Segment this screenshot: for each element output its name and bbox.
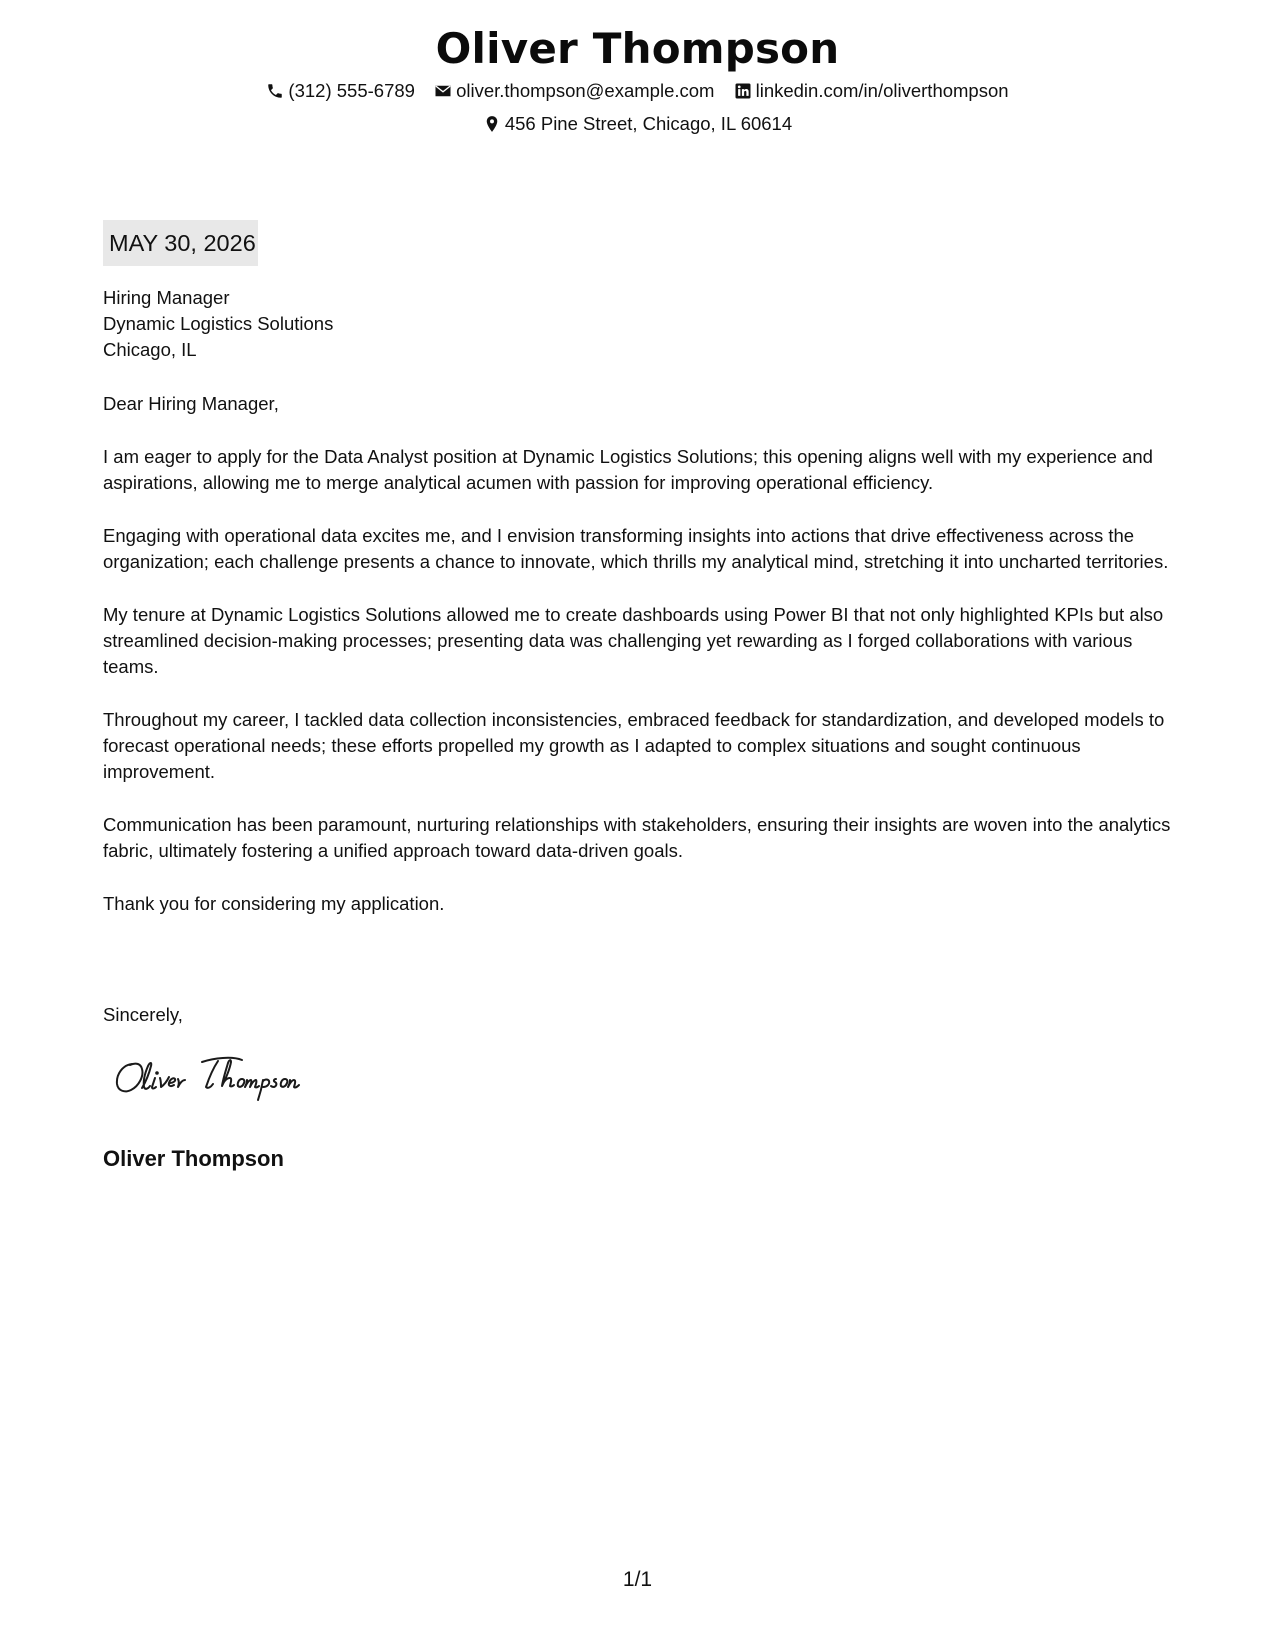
body-paragraph: I am eager to apply for the Data Analyst position at Dynamic Logistics Solutions; this opening aligns well with my experience and aspirations, allowing me to merge analytical acumen with passion for improving operational efficiency. — [103, 446, 1153, 493]
recipient-block — [103, 285, 333, 363]
recipient-location: Chicago, IL — [103, 339, 197, 360]
linkedin-icon — [734, 82, 752, 100]
page-number: 1/1 — [622, 1568, 653, 1591]
signer-name: Oliver Thompson — [103, 1146, 284, 1171]
phone-text: (312) 555-6789 — [288, 80, 415, 101]
closing: Sincerely, — [103, 1004, 183, 1025]
envelope-icon — [434, 82, 452, 100]
body-paragraph: Engaging with operational data excites me, and I envision transforming insights into actions that drive effectiveness across the organization; each challenge presents a chance to innovate, which thrills my analytical mind, stretching it into uncharted territories. — [103, 525, 1169, 572]
recipient-title: Hiring Manager — [103, 287, 230, 308]
body-paragraph: My tenure at Dynamic Logistics Solutions allowed me to create dashboards using Power BI that not only highlighted KPIs but also streamlined decision-making processes; presenting data was challenging yet rewarding as I forged collaborations with various teams. — [103, 604, 1164, 677]
recipient-company: Dynamic Logistics Solutions — [103, 313, 334, 334]
address-text: 456 Pine Street, Chicago, IL 60614 — [504, 113, 793, 134]
contact-linkedin[interactable] — [734, 76, 1009, 106]
contact-address — [483, 109, 792, 139]
salutation: Dear Hiring Manager, — [103, 393, 279, 414]
map-pin-icon — [483, 115, 501, 133]
letter-date: MAY 30, 2026 — [103, 220, 258, 266]
contact-phone — [266, 76, 415, 106]
applicant-name: Oliver Thompson — [435, 24, 840, 73]
email-link[interactable]: oliver.thompson@example.com — [456, 80, 715, 101]
contact-row-primary — [0, 76, 1275, 109]
body-paragraph: Communication has been paramount, nurturing relationships with stakeholders, ensuring their insights are woven into the analytics fabric, ultimately fostering a unified approach toward data-driven goals. — [103, 814, 1171, 861]
thank-you-line: Thank you for considering my application. — [103, 893, 445, 914]
letterhead — [0, 22, 1275, 142]
letter-body — [103, 391, 1178, 944]
handwritten-signature — [110, 1050, 360, 1106]
contact-row-secondary — [0, 109, 1275, 142]
body-paragraph: Throughout my career, I tackled data collection inconsistencies, embraced feedback for standardization, and developed models to forecast operational needs; these efforts propelled my growth as I adapted to complex situations and sought continuous improvement. — [103, 709, 1165, 782]
linkedin-link[interactable]: linkedin.com/in/oliverthompson — [755, 80, 1009, 101]
phone-icon — [266, 82, 284, 100]
contact-email[interactable] — [434, 76, 714, 106]
